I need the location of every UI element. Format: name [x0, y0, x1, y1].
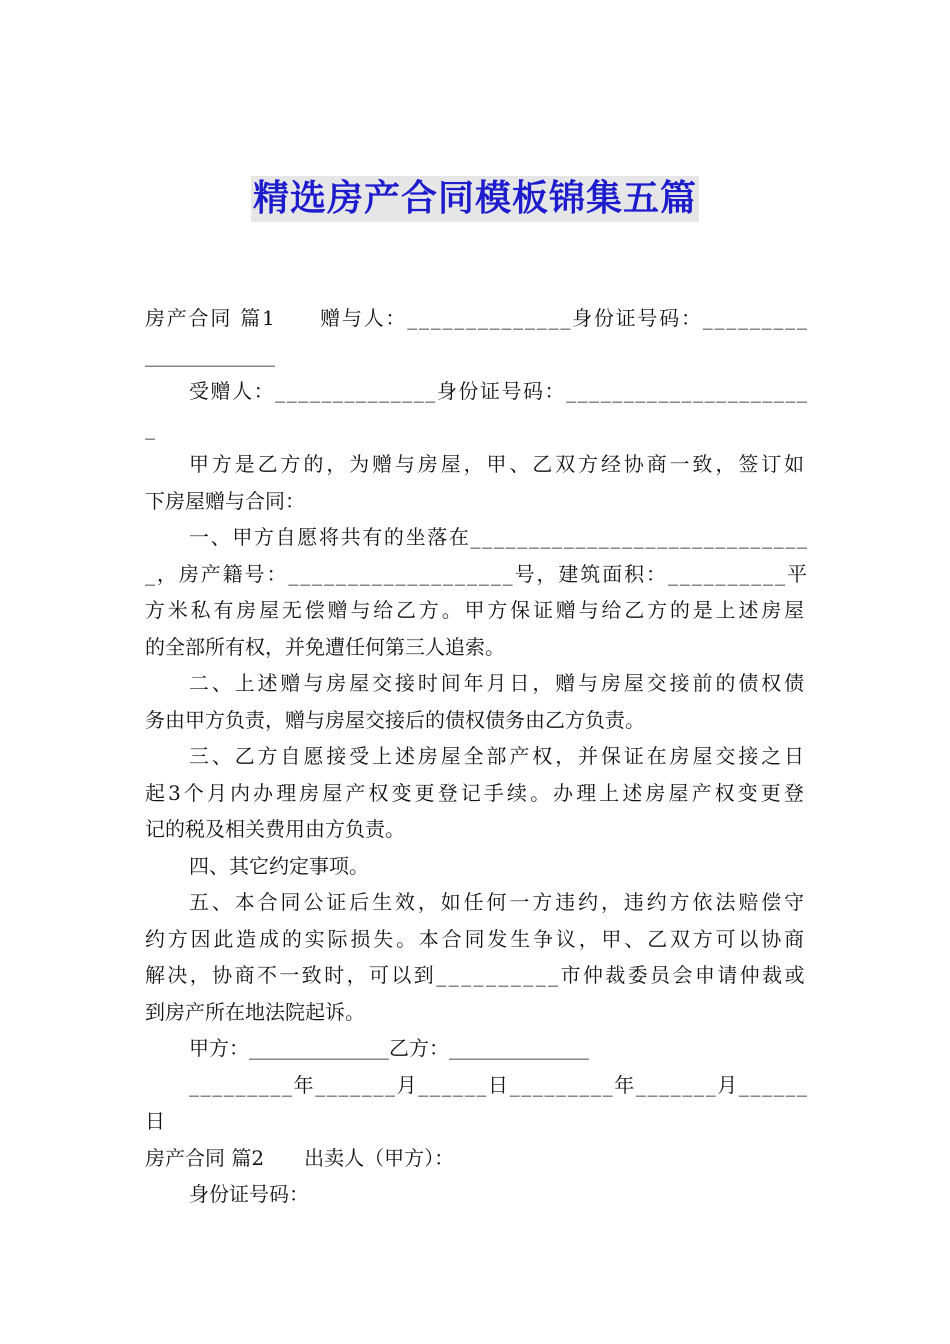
text-line: 五、本合同公证后生效，如任何一方违约，违约方依法赔偿守: [189, 890, 807, 914]
text-line: 的全部所有权，并免遭任何第三人追索。: [145, 634, 505, 659]
text-line: 方米私有房屋无偿赠与给乙方。甲方保证赠与给乙方的是上述房屋: [145, 598, 807, 622]
text-line: 甲方：______________乙方：______________: [189, 1036, 589, 1060]
text-line: 三、乙方自愿接受上述房屋全部产权，并保证在房屋交接之日: [189, 744, 807, 768]
text-line: _: [145, 415, 155, 440]
text-line: 记的税及相关费用由方负责。: [145, 817, 405, 841]
text-line: 甲方是乙方的，为赠与房屋，甲、乙双方经协商一致，签订如: [189, 452, 807, 476]
text-line: 身份证号码：: [189, 1182, 309, 1206]
document-title: 精选房产合同模板锦集五篇: [251, 176, 699, 222]
text-line: 解决，协商不一致时，可以到__________市仲裁委员会申请仲裁或: [145, 963, 807, 987]
document-body: [145, 300, 807, 1213]
text-line: 约方因此造成的实际损失。本合同发生争议，甲、乙双方可以协商: [145, 926, 807, 951]
text-line: 下房屋赠与合同：: [145, 488, 305, 513]
text-line: _，房产籍号：___________________号，建筑面积：__________平: [145, 561, 809, 586]
text-line: 起3个月内办理房屋产权变更登记手续。办理上述房屋产权变更登: [145, 780, 807, 805]
text-line: 房产合同 篇2 出卖人（甲方）：: [145, 1145, 455, 1170]
text-line: 受赠人：______________身份证号码：_____________________: [189, 379, 809, 403]
text-line: 日: [145, 1109, 165, 1133]
text-line: 房产合同 篇1 赠与人：______________身份证号码：_________: [145, 306, 809, 330]
text-line: _________年_______月______日_________年_______月______: [189, 1072, 809, 1097]
text-line: 务由甲方负责，赠与房屋交接后的债权债务由乙方负责。: [145, 707, 645, 732]
title-area: [0, 176, 950, 222]
text-line: 四、其它约定事项。: [189, 853, 369, 878]
text-line: 到房产所在地法院起诉。: [145, 999, 365, 1024]
text-line: 二、上述赠与房屋交接时间年月日，赠与房屋交接前的债权债: [189, 671, 807, 695]
text-line: 一、甲方自愿将共有的坐落在_____________________________: [189, 525, 809, 549]
text-line: _____________: [145, 342, 275, 367]
